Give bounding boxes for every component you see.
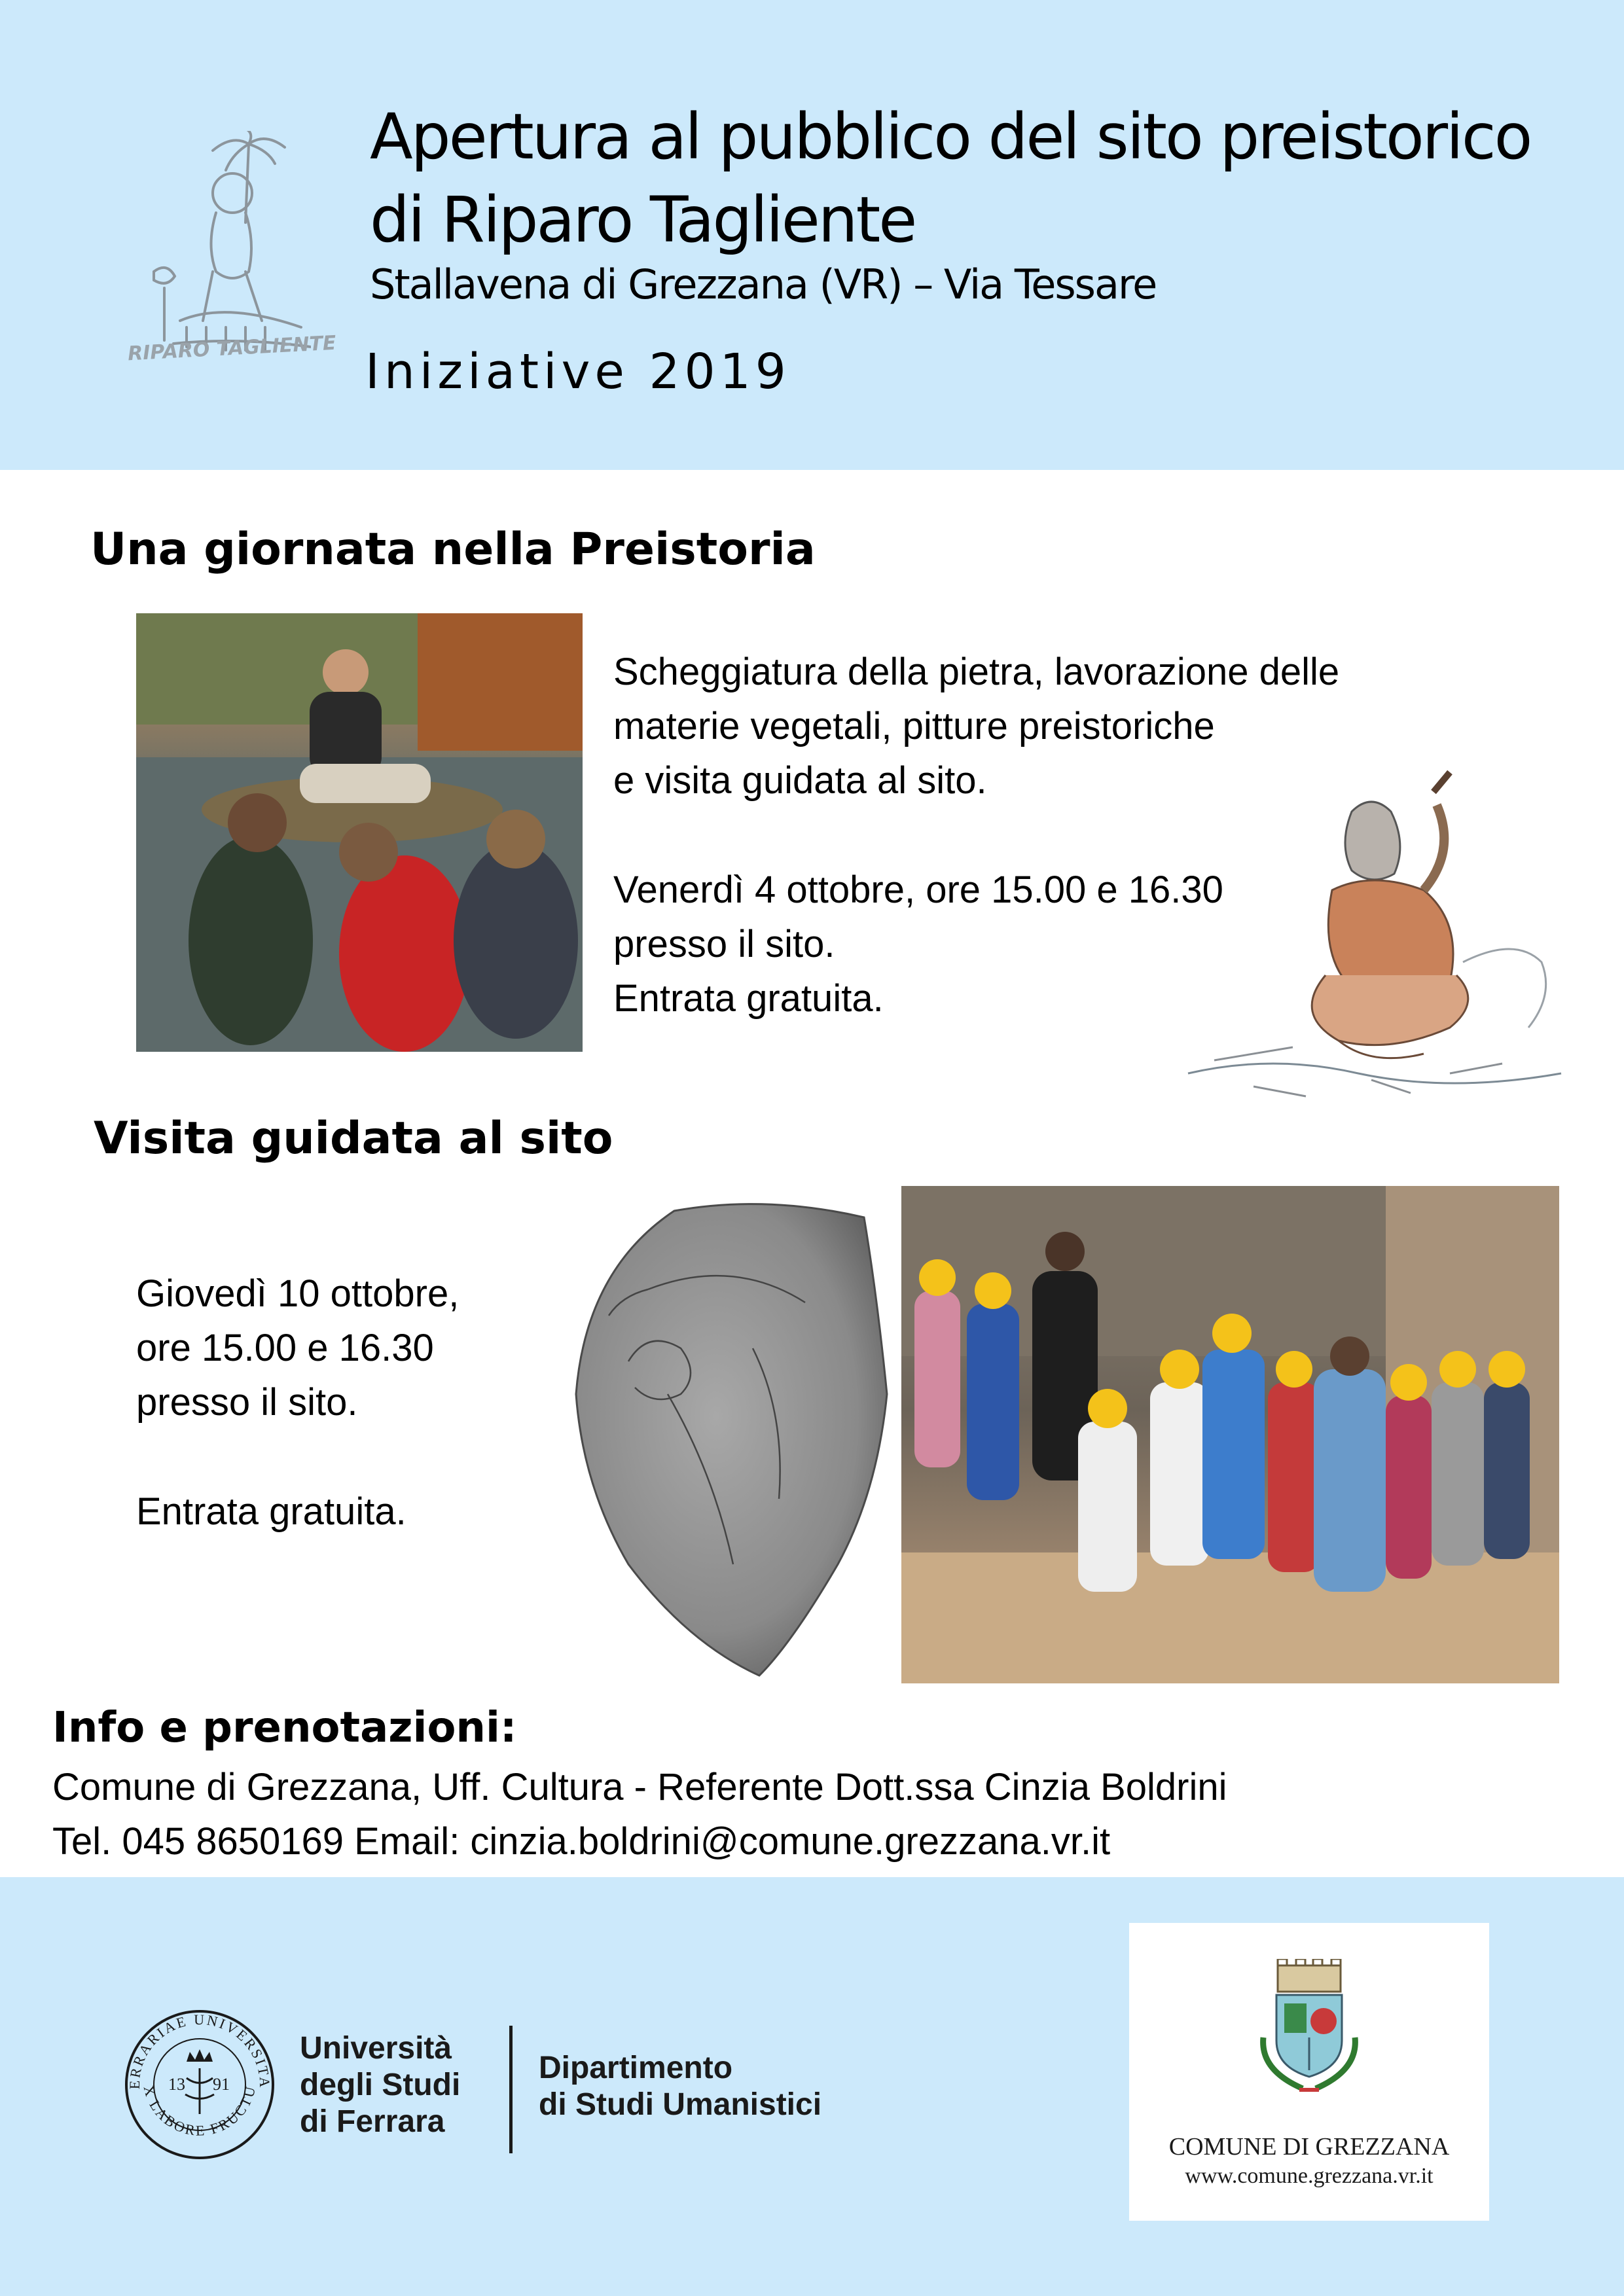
- department-line-2: di Studi Umanistici: [539, 2087, 822, 2122]
- title-line-2: di Riparo Tagliente: [370, 183, 916, 257]
- info-heading: Info e prenotazioni:: [52, 1704, 517, 1752]
- section1-heading: Una giornata nella Preistoria: [90, 524, 816, 575]
- footer-divider: [509, 2026, 513, 2153]
- section1-schedule: Venerdì 4 ottobre, ore 15.00 e 16.30 presso il sito. Entrata gratuita.: [613, 869, 1223, 1020]
- seal-bottom-text: X LABORE FRUCTU: [140, 2083, 259, 2139]
- department-line-1: Dipartimento: [539, 2051, 733, 2085]
- workshop-photo: [136, 613, 583, 1052]
- seal-top-text: ERRARIAE UNIVERSITA: [126, 2011, 274, 2090]
- info-contact-line: Comune di Grezzana, Uff. Cultura - Referente Dott.ssa Cinzia Boldrini: [52, 1766, 1227, 1808]
- comune-coat-of-arms-icon: [1244, 1959, 1375, 2096]
- seal-year-left: 13: [168, 2075, 185, 2094]
- unife-seal-icon: [121, 2006, 278, 2163]
- svg-text:FERRARIAE UNIVERSITAS: [121, 2006, 273, 2089]
- unife-seal: [121, 2006, 278, 2163]
- guided-visit-photo: [901, 1186, 1559, 1683]
- year-label: Iniziative 2019: [365, 344, 791, 400]
- engraved-stone-image: [569, 1198, 890, 1679]
- comune-name: COMUNE DI GREZZANA: [1168, 2133, 1450, 2161]
- comune-logo-box: [1129, 1923, 1489, 2221]
- seal-year-right: 91: [213, 2075, 230, 2094]
- university-name: [300, 2030, 460, 2140]
- section1-description: Scheggiatura della pietra, lavorazione delle materie vegetali, pitture preistoriche e visita guidata al sito.: [613, 651, 1340, 802]
- comune-url: www.comune.grezzana.vr.it: [1185, 2164, 1434, 2188]
- university-line-1: Università: [300, 2031, 452, 2066]
- university-line-2: degli Studi: [300, 2068, 461, 2102]
- title-line-1: Apertura al pubblico del sito preistorico: [370, 100, 1531, 173]
- subtitle: Stallavena di Grezzana (VR) – Via Tessare: [370, 260, 1157, 308]
- info-phone-email-line: Tel. 045 8650169 Email: cinzia.boldrini@comune.grezzana.vr.it: [52, 1820, 1111, 1863]
- prehistoric-man-illustration: [1175, 766, 1568, 1132]
- department-name: [539, 2050, 821, 2123]
- university-line-3: di Ferrara: [300, 2104, 445, 2139]
- section2-entry: Entrata gratuita.: [136, 1490, 406, 1533]
- section2-heading: Visita guidata al sito: [94, 1113, 613, 1164]
- riparo-tagliente-logo: [127, 131, 337, 373]
- section2-schedule: Giovedì 10 ottobre, ore 15.00 e 16.30 presso il sito.: [136, 1272, 460, 1424]
- logo-text: RIPARO TAGLIENTE: [127, 331, 337, 366]
